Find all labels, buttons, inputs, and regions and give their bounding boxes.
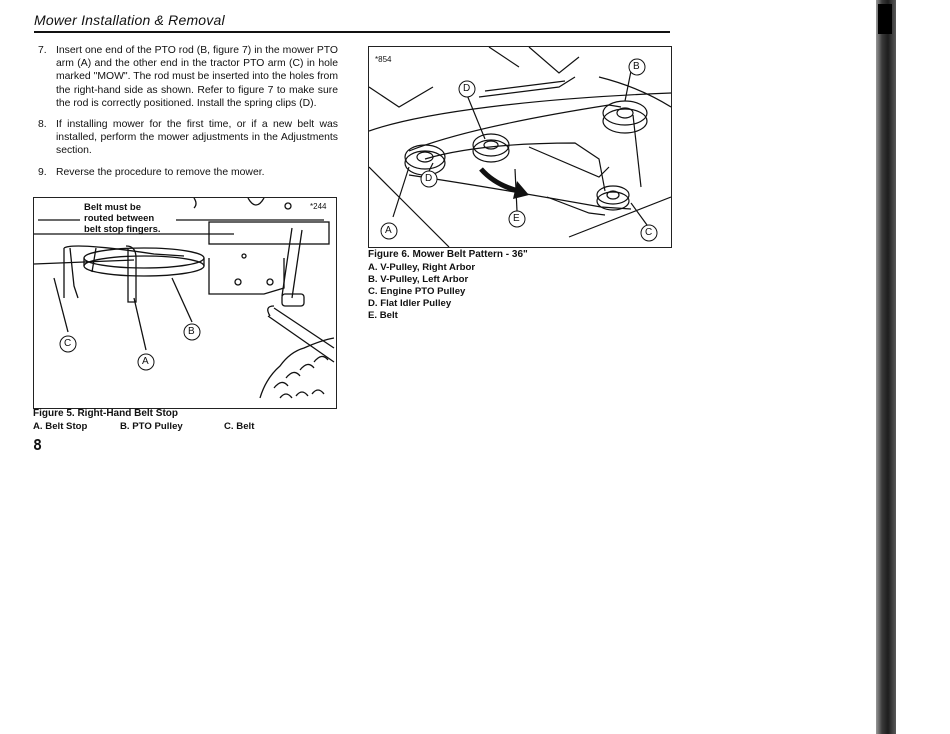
page-binding-edge [876,0,896,734]
label-a: A [142,356,149,367]
label-e: E [513,213,520,224]
callout-line: belt stop fingers. [84,224,161,235]
callout-line: Belt must be [84,202,142,213]
figure-5-legend-a: A. Belt Stop [33,421,88,432]
label-d-inner: D [425,173,433,184]
label-d: D [463,83,471,94]
step-text: Insert one end of the PTO rod (B, figure 7) in the mower PTO arm (A) and the other end in the tractor PTO arm (C) in hole marked "MOW". The rod must be inserted into the holes from the right-hand side as shown. Refer to figure 7 to make sure the rod is correctly positioned. Install the spring clips (D). [56,45,338,109]
figure-5-legend-c: C. Belt [224,421,255,432]
page-header: Mower Installation & Removal [34,12,225,28]
figure-ref-number: *854 [375,55,392,64]
step-number: 7. [38,45,47,56]
instruction-steps [34,44,338,187]
step-text: If installing mower for the first time, or if a new belt was installed, perform the mower adjustments in the Adjustments section. [56,119,338,157]
figure-ref-number: *244 [310,202,327,211]
figure-6-belt-pattern-illustration [368,46,672,248]
label-b: B [633,61,640,72]
header-rule [34,31,670,33]
step-7 [34,44,338,110]
figure-5-caption: Figure 5. Right-Hand Belt Stop [33,408,178,419]
step-9 [34,166,338,179]
legend-item: C. Engine PTO Pulley [368,286,466,297]
legend-item: B. V-Pulley, Left Arbor [368,274,469,285]
legend-item: E. Belt [368,310,398,321]
binding-tab [878,4,892,34]
figure-5-legend-b: B. PTO Pulley [120,421,183,432]
legend-item: A. V-Pulley, Right Arbor [368,262,476,273]
figure-5-belt-stop-illustration [33,197,337,409]
step-number: 8. [38,119,47,131]
step-8 [34,118,338,158]
step-number: 9. [38,166,47,178]
label-a: A [385,225,392,236]
belt-stop-drawing [34,198,336,408]
step-text: Reverse the procedure to remove the mower. [56,166,265,178]
belt-route-callout [84,202,161,235]
legend-item: D. Flat Idler Pulley [368,298,452,309]
label-c: C [64,338,72,349]
figure-6-caption: Figure 6. Mower Belt Pattern - 36" [368,249,528,260]
label-c: C [645,227,653,238]
belt-pattern-drawing [369,47,671,247]
label-b: B [188,326,195,337]
figure-6-legend [368,262,475,322]
callout-line: routed between [84,213,155,224]
page-number: 8 [33,436,43,454]
